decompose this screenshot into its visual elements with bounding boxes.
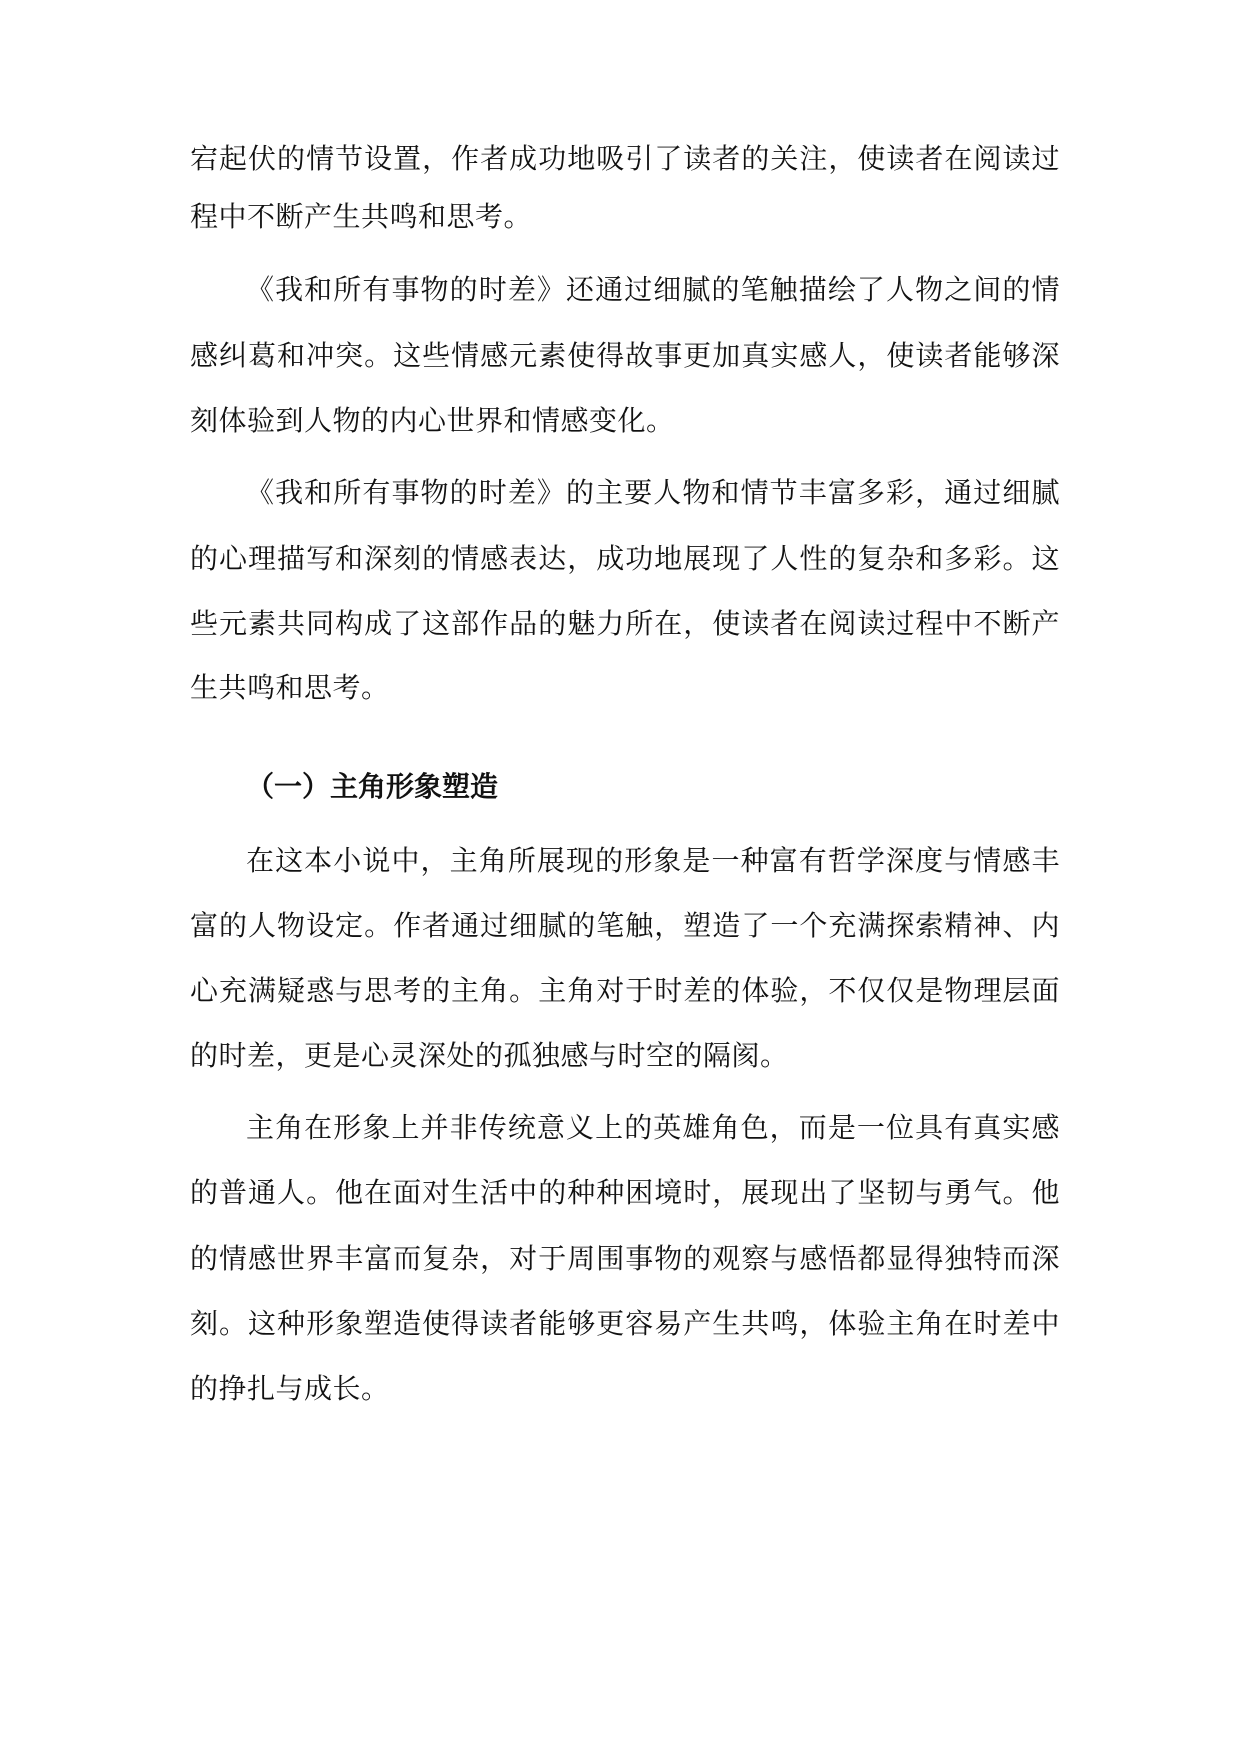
paragraph-5-line-2: 的普通人。他在面对生活中的种种困境时，展现出了坚韧与勇气。他: [190, 1176, 1060, 1209]
paragraph-3-line-3: 些元素共同构成了这部作品的魅力所在，使读者在阅读过程中不断产: [190, 607, 1060, 640]
paragraph-5-line-4: 刻。这种形象塑造使得读者能够更容易产生共鸣，体验主角在时差中: [190, 1307, 1060, 1340]
paragraph-5-line-3: 的情感世界丰富而复杂，对于周围事物的观察与感悟都显得独特而深: [190, 1242, 1060, 1275]
paragraph-3-line-1: 《我和所有事物的时差》的主要人物和情节丰富多彩，通过细腻: [246, 476, 1060, 509]
paragraph-1-line-1: 宕起伏的情节设置，作者成功地吸引了读者的关注，使读者在阅读过: [190, 142, 1060, 175]
paragraph-5-line-5: 的挣扎与成长。: [190, 1372, 390, 1405]
paragraph-1-line-2: 程中不断产生共鸣和思考。: [190, 200, 533, 233]
paragraph-4-line-1: 在这本小说中，主角所展现的形象是一种富有哲学深度与情感丰: [246, 844, 1060, 877]
paragraph-3-line-2: 的心理描写和深刻的情感表达，成功地展现了人性的复杂和多彩。这: [190, 542, 1060, 575]
paragraph-3-line-4: 生共鸣和思考。: [190, 671, 390, 704]
paragraph-2-line-1: 《我和所有事物的时差》还通过细腻的笔触描绘了人物之间的情: [246, 273, 1060, 306]
paragraph-4-line-4: 的时差，更是心灵深处的孤独感与时空的隔阂。: [190, 1039, 789, 1072]
paragraph-5-line-1: 主角在形象上并非传统意义上的英雄角色，而是一位具有真实感: [246, 1111, 1060, 1144]
section-heading: （一）主角形象塑造: [246, 770, 499, 803]
paragraph-4-line-3: 心充满疑惑与思考的主角。主角对于时差的体验，不仅仅是物理层面: [190, 974, 1060, 1007]
paragraph-2-line-3: 刻体验到人物的内心世界和情感变化。: [190, 404, 675, 437]
paragraph-4-line-2: 富的人物设定。作者通过细腻的笔触，塑造了一个充满探索精神、内: [190, 909, 1060, 942]
paragraph-2-line-2: 感纠葛和冲突。这些情感元素使得故事更加真实感人，使读者能够深: [190, 339, 1060, 372]
